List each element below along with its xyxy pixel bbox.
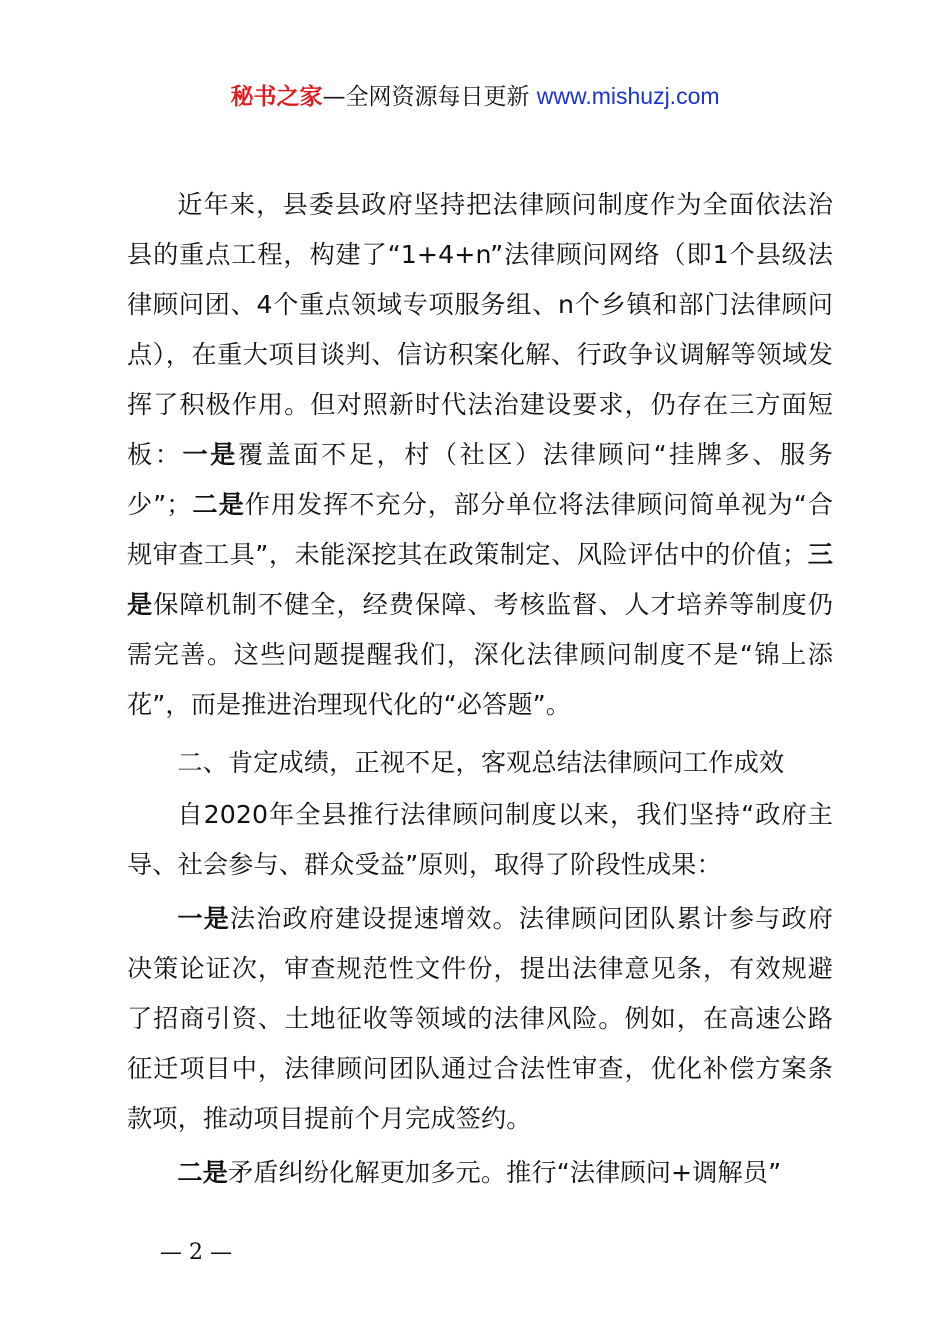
- paragraph-text: 近年来，县委县政府坚持把法律顾问制度作为全面依法治县的重点工程，构建了“1+4+n”法律顾问网络（即1个县级法律顾问团、4个重点领域专项服务组、n个乡镇和部门法律顾问点），在重大项目谈判、信访积案化解、行政争议调解等领域发挥了积极作用。但对照新时代法治建设要求，仍存在三方面短板：: [127, 190, 833, 469]
- website-link[interactable]: www.mishuzj.com: [536, 83, 720, 109]
- emphasis-label: 一是: [177, 904, 230, 933]
- body-paragraph: [127, 790, 833, 890]
- document-body: [127, 180, 833, 1198]
- paragraph-text: 自2020年全县推行法律顾问制度以来，我们坚持“政府主导、社会参与、群众受益”原则，取得了阶段性成果：: [127, 800, 833, 879]
- header-tagline: —全网资源每日更新: [322, 84, 537, 110]
- page-number: — 2 —: [160, 1240, 232, 1265]
- paragraph-text: 二、肯定成绩，正视不足，客观总结法律顾问工作成效: [177, 748, 785, 777]
- emphasis-label: 一是: [182, 440, 238, 469]
- paragraph-text: 矛盾纠纷化解更加多元。推行“法律顾问+调解员”: [227, 1158, 782, 1187]
- body-paragraph: [127, 180, 833, 730]
- emphasis-label: 三是: [127, 540, 834, 619]
- brand-name: 秘书之家: [230, 84, 323, 110]
- body-paragraph: [127, 1148, 833, 1198]
- paragraph-text: 保障机制不健全，经费保障、考核监督、人才培养等制度仍需完善。这些问题提醒我们，深化法律顾问制度不是“锦上添花”，而是推进治理现代化的“必答题”。: [127, 590, 833, 719]
- paragraph-text: 覆盖面不足，村（社区）法律顾问“挂牌多、服务少”；: [127, 440, 834, 519]
- paragraph-text: 作用发挥不充分，部分单位将法律顾问简单视为“合规审查工具”，未能深挖其在政策制定、风险评估中的价值；: [127, 490, 833, 569]
- emphasis-label: 二是: [177, 1158, 228, 1187]
- body-paragraph: [127, 894, 833, 1144]
- paragraph-text: 法治政府建设提速增效。法律顾问团队累计参与政府决策论证次，审查规范性文件份，提出法律意见条，有效规避了招商引资、土地征收等领域的法律风险。例如，在高速公路征迁项目中，法律顾问团队通过合法性审查，优化补偿方案条款项，推动项目提前个月完成签约。: [127, 904, 833, 1133]
- section-heading: [127, 738, 833, 788]
- emphasis-label: 二是: [191, 490, 245, 519]
- site-header: [0, 80, 950, 113]
